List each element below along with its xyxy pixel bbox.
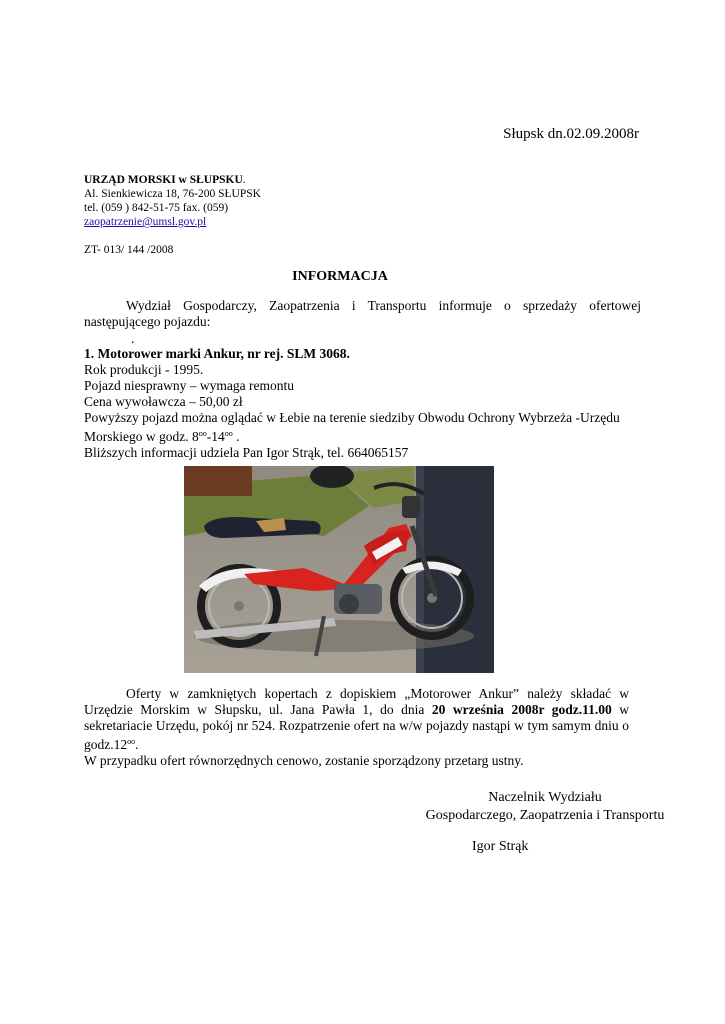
vehicle-condition: Pojazd niesprawny – wymaga remontu: [84, 378, 294, 393]
office-email-link[interactable]: zaopatrzenie@umsl.gov.pl: [84, 216, 207, 228]
viewing-text-b: -14: [206, 429, 225, 444]
photo-headlight: [402, 496, 420, 518]
signature-title-line1: Naczelnik Wydziału: [488, 790, 602, 805]
office-address: Al. Sienkiewicza 18, 76-200 SŁUPSK: [84, 188, 261, 200]
vehicle-contact: Bliższych informacji udziela Pan Igor Strąk, tel. 664065157: [84, 445, 409, 460]
viewing-sup-2: oo: [224, 429, 233, 438]
reference-number: ZT- 013/ 144 /2008: [84, 244, 174, 256]
office-name: URZĄD MORSKI w SŁUPSKU: [84, 174, 243, 186]
viewing-sup-1: oo: [198, 429, 207, 438]
intro-text: Wydział Gospodarczy, Zaopatrzenia i Transportu informuje o sprzedaży ofertowej następującego pojazdu:: [84, 298, 641, 329]
signature-title: [380, 789, 710, 825]
offers-part1: Oferty w zamkniętych kopertach z dopiskiem „Motorower Ankur” należy składać w Urzędzie Morskim w Słupsku, ul. Jana Pawła 1, do dnia: [84, 686, 629, 717]
moped-photo: [184, 466, 494, 673]
office-block: [84, 173, 261, 229]
vehicle-details: [84, 346, 654, 461]
offers-text: [84, 686, 629, 753]
signature-title-line2: Gospodarczego, Zaopatrzenia i Transportu: [425, 808, 665, 823]
photo-brown-box: [184, 466, 252, 496]
vehicle-viewing-line1: Powyższy pojazd można oglądać w Łebie na terenie siedziby Obwodu Ochrony Wybrzeża -Urzędu: [84, 410, 620, 425]
viewing-text-c: .: [232, 429, 240, 444]
signature-name: Igor Strąk: [472, 839, 529, 854]
offers-paragraph: [84, 686, 629, 769]
viewing-text-a: Morskiego w godz. 8: [84, 429, 199, 444]
offers-sup: oo: [127, 737, 136, 746]
offers-part3: .: [135, 737, 139, 752]
offers-equal: W przypadku ofert równorzędnych cenowo, zostanie sporządzony przetarg ustny.: [84, 753, 524, 768]
vehicle-price: Cena wywoławcza – 50,00 zł: [84, 394, 243, 409]
vehicle-title: 1. Motorower marki Ankur, nr rej. SLM 3068.: [84, 346, 350, 361]
intro-paragraph: [84, 298, 641, 330]
office-name-suffix: .: [242, 174, 246, 186]
offers-part2: w sekretariacie Urzędu, pokój nr 524. Rozpatrzenie ofert na w/w pojazdy nastąpi w tym samym dniu o godz.12: [84, 702, 630, 752]
offers-deadline: 20 września 2008r godz.11.00: [431, 702, 612, 717]
vehicle-year: Rok produkcji - 1995.: [84, 362, 204, 377]
office-name-line: [84, 173, 261, 187]
separator-dot: .: [131, 331, 135, 346]
document-heading: INFORMACJA: [292, 269, 388, 284]
office-phone: tel. (059 ) 842-51-75 fax. (059): [84, 202, 229, 214]
vehicle-viewing-line2: [84, 426, 654, 445]
document-date: Słupsk dn.02.09.2008r: [503, 126, 639, 142]
